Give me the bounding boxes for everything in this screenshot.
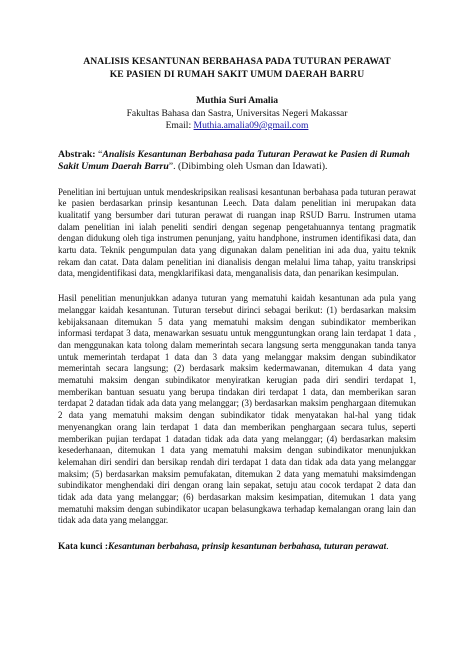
abstract-label: Abstrak: bbox=[58, 148, 96, 160]
abstract-supervisors: (Dibimbing oleh Usman dan Idawati). bbox=[178, 161, 328, 172]
abstract-title: Analisis Kesantunan Berbahasa pada Tuturan Perawat ke Pasien di Rumah Sakit Umum Daerah Barru bbox=[58, 148, 410, 172]
abstract-paragraph-1: Penelitian ini bertujuan untuk mendeskripsikan realisasi kesantunan berbahasa pada tuturan perawat ke pasien berdasarkan prinsip kesantunan Leech. Data dalam penelitian ini merupakan data kualitatif yang bersumber dari tuturan perawat di ruangan inap RSUD Barru. Instrumen utama dalam penelitian ini ialah peneliti sendiri dengan segenap pengetahuannya tentang pragmatik dengan didukung oleh tiga instrumen penunjang, yaitu handphone, instrumen identifikasi data, dan kartu data. Teknik pengumpulan data yang digunakan dalam penelitian ini ada dua, yaitu teknik rekam dan catat. Data dalam penelitian ini dianalisis dengan melalui lima tahap, yaitu transkripsi data, mengidentifikasi data, mengklarifikasi data, menganalisis data, dan penarikan kesimpulan. bbox=[58, 186, 416, 279]
author-block bbox=[58, 95, 416, 133]
keywords-text: Kesantunan berbahasa, prinsip kesantunan berbahasa, tuturan perawat bbox=[108, 542, 387, 553]
author-name: Muthia Suri Amalia bbox=[195, 95, 279, 106]
abstract-open-quote: “ bbox=[95, 148, 103, 160]
keywords-line bbox=[58, 541, 416, 553]
email-label: Email: bbox=[165, 120, 192, 131]
keywords-label: Kata kunci : bbox=[58, 542, 109, 553]
abstract-close-quote: ”. bbox=[168, 161, 179, 172]
email-link[interactable]: Muthia.amalia09@gmail.com bbox=[193, 120, 309, 131]
abstract-paragraph-2: Hasil penelitian menunjukkan adanya tuturan yang mematuhi kaidah kesantunan ada pula yang melanggar kaidah kesantunan. Tuturan tersebut dirinci sebagai berikut: (1) berdasarkan maksim kebijaksanaan ditemukan 5 data yang mematuhi maksim dengan subindikator memberikan informasi terdapat 3 data, menawarkan sesuatu untuk mengguntungkan orang lain terdapat 1 data , dan menggunakan kata tolong dalam memerintah secara langsung serta menggunakan tanda tanya untuk memerintah terdapat 1 data dan 3 data yang melanggar maksim dengan subindikator memerintah secara langsung; (2) berdasark maksim kedermawanan, ditemukan 4 data yang mematuhi maksim dengan subindikator menyiratkan kerugian pada diri sendiri terdapat 1, memberikan bantuan sesuatu yang berupa tindakan diri terdapat 1 data, dan memberikan saran terdapat 2 datadan tidak ada data yang melanggar; (3) berdasarkan maksim penghargaan ditemukan 2 data yang mematuhi maksim dengan subindikator tidak menyatakan hal-hal yang tidak menyenangkan orang lain terdapat 1 data dan memberikan penghargaan secara tulus, seperti memberikan pujian terdapat 1 datadan tidak ada data yang melanggar; (4) berdasarkan maksim kesederhanaan, ditemukan 1 data yang mematuhi maksim dengan subindikator menunjukkan kelemahan diri sendiri dan bersikap rendah diri terdapat 1 data dan tidak ada data yang melanggar maksim; (5) berdasarkan maksim pemufakatan, ditemukan 2 data yang mematuhi maksimdengan subindikator menghendaki diri dengan orang lain sepakat, setuju atau cocok terdapat 2 data dan tidak ada data yang melanggar; (6) berdasarkan maksim kesimpatian, ditemukan 1 data yang mematuhi maksim dengan subindikator ucapan belasungkawa terhadap kemalangan orang lain dan tidak ada data yang melanggar. bbox=[58, 293, 416, 526]
author-affiliation: Fakultas Bahasa dan Sastra, Universitas Negeri Makassar bbox=[126, 107, 348, 119]
paper-title: ANALISIS KESANTUNAN BERBAHASA PADA TUTURAN PERAWAT KE PASIEN DI RUMAH SAKIT UMUM DAERAH BARRU bbox=[83, 56, 391, 80]
keywords-end: . bbox=[386, 542, 389, 553]
author-email-line bbox=[58, 120, 416, 133]
abstract-heading bbox=[58, 149, 416, 174]
